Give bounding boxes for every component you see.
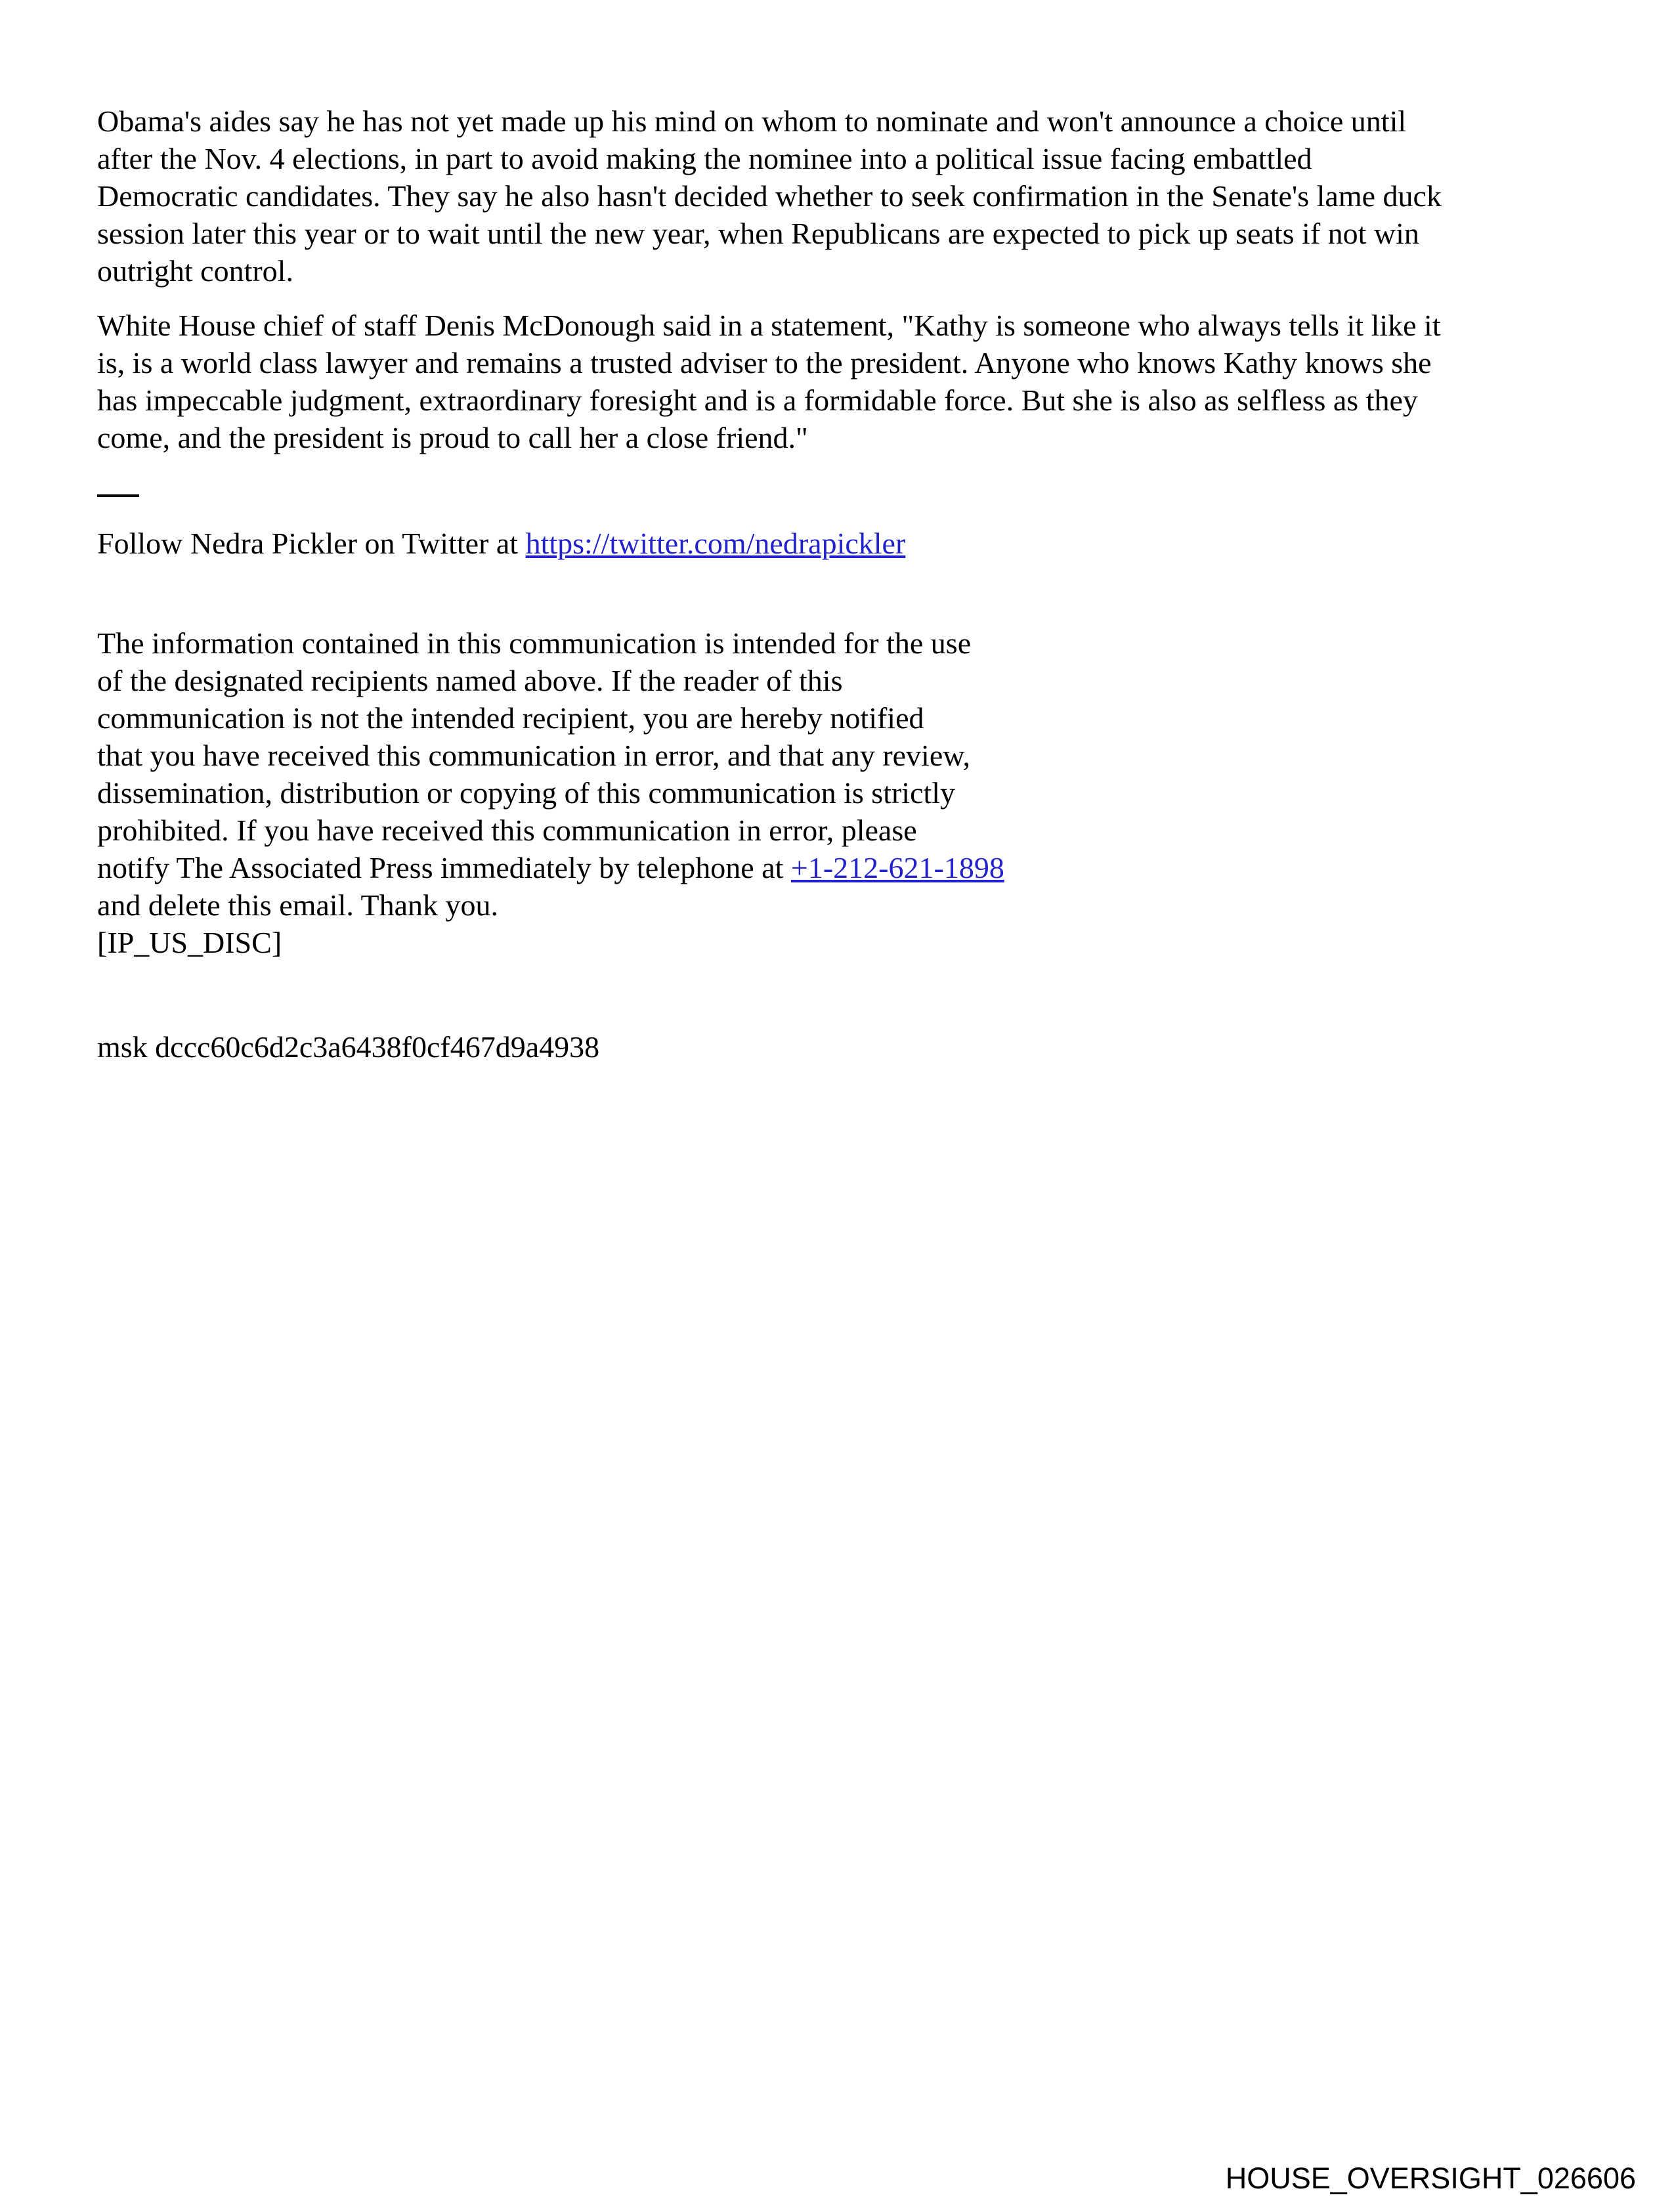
text-line: has impeccable judgment, extraordinary foresight and is a formidable force. But she is also as selfless as they bbox=[97, 383, 1418, 417]
follow-text: Follow Nedra Pickler on Twitter at bbox=[97, 527, 526, 560]
text-line: and delete this email. Thank you. bbox=[97, 888, 499, 922]
text-line: after the Nov. 4 elections, in part to avoid making the nominee into a political issue facing embattled bbox=[97, 142, 1312, 175]
text-line: [IP_US_DISC] bbox=[97, 926, 282, 959]
phone-link[interactable]: +1-212-621-1898 bbox=[790, 851, 1004, 884]
text-line: Obama's aides say he has not yet made up his mind on whom to nominate and won't announce a choice until bbox=[97, 104, 1407, 138]
text-line: The information contained in this communication is intended for the use bbox=[97, 626, 972, 660]
text-line: dissemination, distribution or copying of this communication is strictly bbox=[97, 776, 956, 810]
legal-disclaimer bbox=[97, 624, 1607, 961]
email-body bbox=[97, 102, 1607, 1066]
text-line: outright control. bbox=[97, 254, 293, 288]
phone-line bbox=[97, 849, 1607, 886]
twitter-link[interactable]: https://twitter.com/nedrapickler bbox=[525, 527, 906, 560]
paragraph-mcdonough-statement bbox=[97, 307, 1607, 456]
text-line: session later this year or to wait until the new year, when Republicans are expected to pick up seats if not win bbox=[97, 217, 1419, 250]
text-line: that you have received this communication in error, and that any review, bbox=[97, 739, 970, 772]
phone-line-text: notify The Associated Press immediately by telephone at bbox=[97, 851, 791, 884]
text-line: Democratic candidates. They say he also hasn't decided whether to seek confirmation in the Senate's lame duck bbox=[97, 179, 1442, 213]
text-line: of the designated recipients named above. If the reader of this bbox=[97, 664, 843, 697]
text-line: White House chief of staff Denis McDonough said in a statement, "Kathy is someone who always tells it like it bbox=[97, 309, 1441, 342]
signature-divider bbox=[97, 494, 139, 497]
bates-number: HOUSE_OVERSIGHT_026606 bbox=[1225, 2161, 1636, 2195]
text-line: is, is a world class lawyer and remains a trusted adviser to the president. Anyone who knows Kathy knows she bbox=[97, 346, 1432, 380]
text-line: prohibited. If you have received this communication in error, please bbox=[97, 813, 917, 847]
paragraph-obama-aides bbox=[97, 102, 1607, 290]
message-id: msk dccc60c6d2c3a6438f0cf467d9a4938 bbox=[97, 1030, 600, 1064]
text-line: come, and the president is proud to call her a close friend." bbox=[97, 421, 808, 454]
text-line: communication is not the intended recipient, you are hereby notified bbox=[97, 701, 924, 735]
follow-line bbox=[97, 525, 1607, 562]
